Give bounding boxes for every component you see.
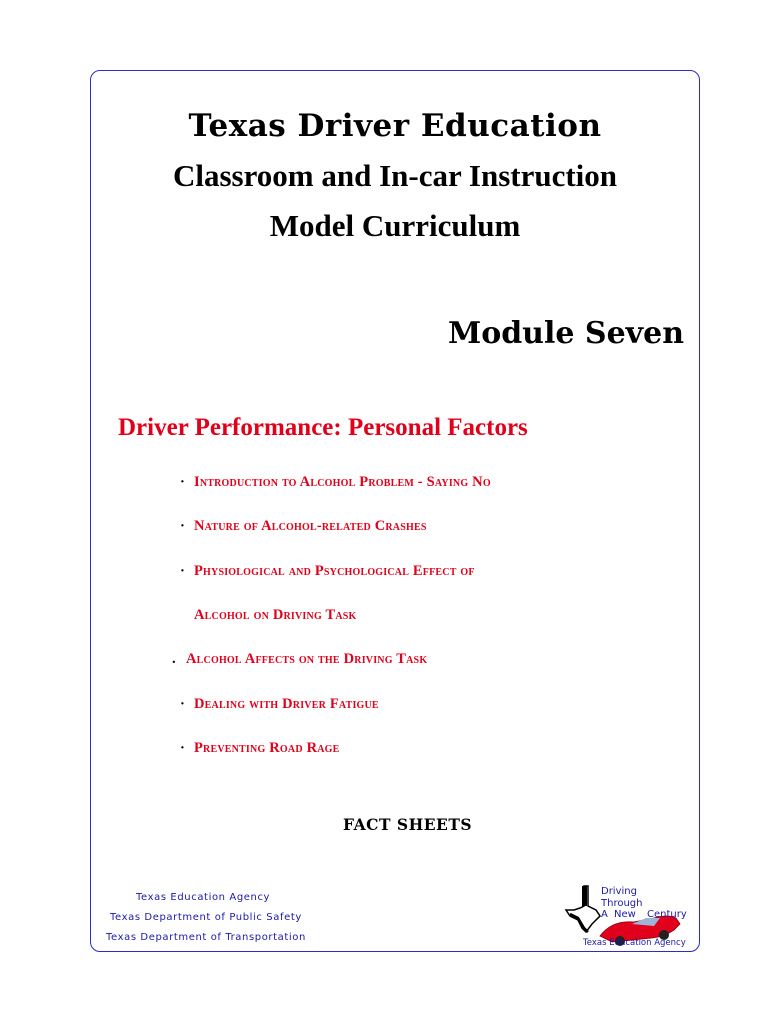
logo-text: New bbox=[614, 909, 636, 920]
logo-text: Through bbox=[601, 898, 643, 909]
topic-item-continued bbox=[194, 607, 357, 624]
agency-name: Texas Department of Transportation bbox=[106, 932, 306, 943]
logo-text: Driving bbox=[601, 886, 637, 897]
topic-item bbox=[180, 740, 340, 757]
bullet-icon: · bbox=[180, 563, 186, 579]
topic-item bbox=[180, 563, 475, 580]
logo-text: Century bbox=[647, 909, 687, 920]
topic-text: Dealing with Driver Fatigue bbox=[194, 696, 379, 712]
topic-text: Alcohol Affects on the Driving Task bbox=[186, 651, 428, 667]
bullet-icon: · bbox=[180, 518, 186, 534]
agency-name: Texas Education Agency bbox=[136, 892, 271, 903]
section-title: Driver Performance: Personal Factors bbox=[118, 414, 528, 441]
logo-caption: Texas Education Agency bbox=[583, 938, 686, 948]
topic-text: Physiological and Psychological Effect of bbox=[194, 563, 475, 579]
topic-item bbox=[172, 651, 427, 668]
bullet-icon: . bbox=[172, 651, 176, 667]
fact-sheets-label: FACT SHEETS bbox=[343, 815, 473, 834]
topic-text: Alcohol on Driving Task bbox=[194, 607, 357, 623]
topic-item bbox=[180, 518, 427, 535]
topic-item bbox=[180, 474, 491, 491]
document-subtitle-2: Model Curriculum bbox=[269, 208, 521, 243]
topic-text: Preventing Road Rage bbox=[194, 740, 340, 756]
agency-name: Texas Department of Public Safety bbox=[110, 912, 302, 923]
logo-text: A bbox=[601, 909, 608, 920]
document-subtitle: Classroom and In-car Instruction bbox=[172, 158, 618, 193]
topic-item bbox=[180, 696, 379, 713]
bullet-icon: · bbox=[180, 740, 186, 756]
topic-text: Nature of Alcohol-related Crashes bbox=[194, 518, 427, 534]
document-title: Texas Driver Education bbox=[188, 108, 602, 144]
module-label: Module Seven bbox=[447, 316, 684, 351]
texas-map-icon bbox=[566, 886, 600, 932]
bullet-icon: · bbox=[180, 696, 186, 712]
bullet-icon: · bbox=[180, 474, 186, 490]
topic-text: Introduction to Alcohol Problem - Saying No bbox=[194, 474, 491, 490]
